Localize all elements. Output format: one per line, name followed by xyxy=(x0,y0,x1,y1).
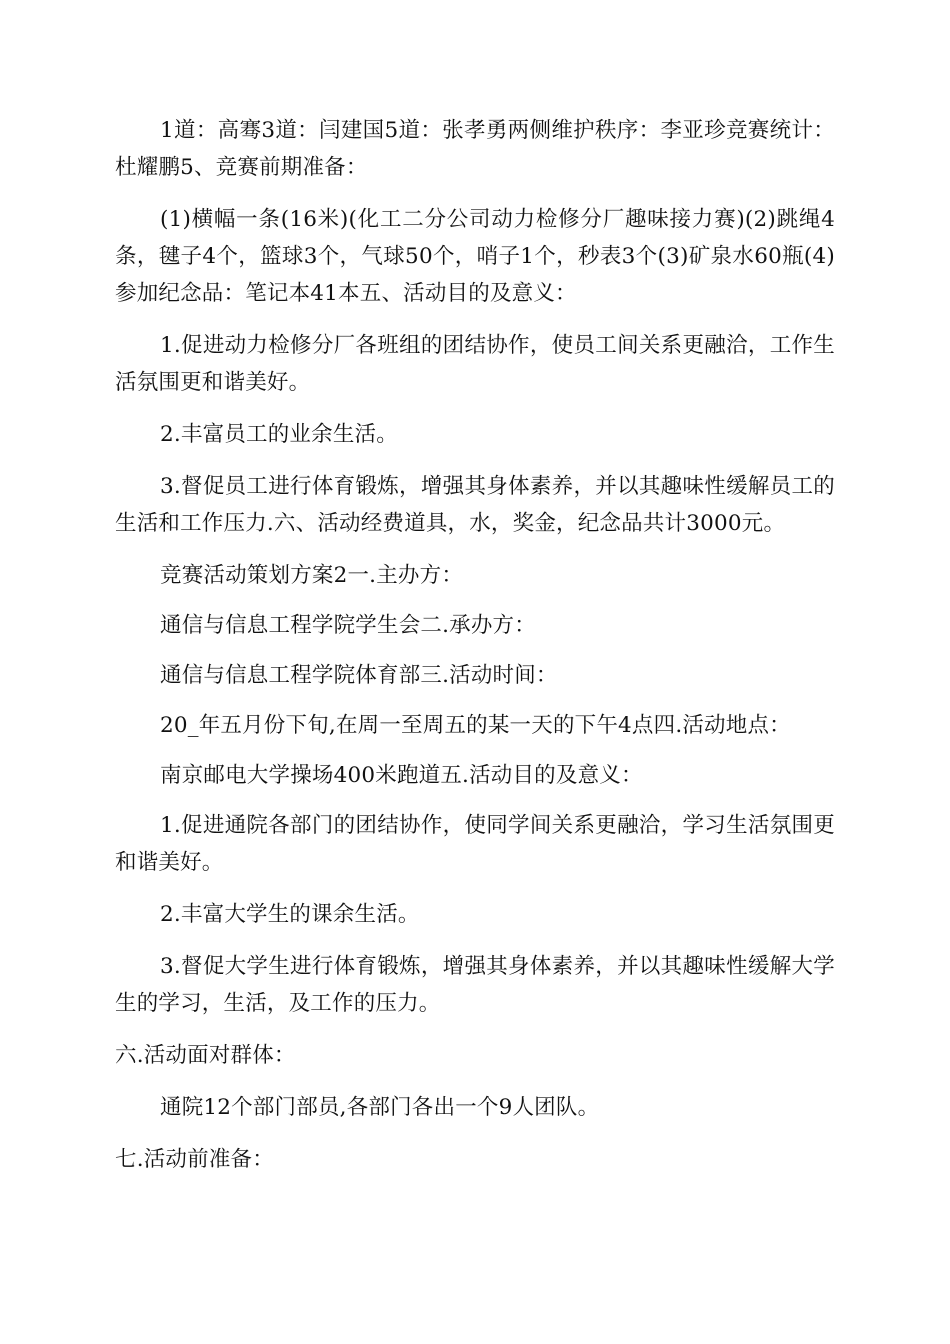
document-body xyxy=(115,112,835,1178)
paragraph-purpose-item-3: 3.督促大学生进行体育锻炼，增强其身体素养，并以其趣味性缓解大学生的学习，生活，及工作的压力。 xyxy=(115,954,835,1016)
paragraph-purpose-item-2: 2.丰富大学生的课余生活。 xyxy=(160,902,420,927)
section-heading-target-group: 六.活动面对群体： xyxy=(115,1043,296,1068)
paragraph-purpose-item-1: 1.促进通院各部门的团结协作，使同学间关系更融洽，学习生活氛围更和谐美好。 xyxy=(115,813,835,875)
paragraph-purpose-heading: 南京邮电大学操场400米跑道五.活动目的及意义： xyxy=(160,763,643,788)
paragraph-materials-list: (1)横幅一条(16米)(化工二分公司动力检修分厂趣味接力赛)(2)跳绳4条，毽子4个，篮球3个，气球50个，哨子1个，秒表3个(3)矿泉水60瓶(4)参加纪念品：笔记本41本五、活动目的及意义： xyxy=(115,207,835,306)
paragraph-activity-time: 通信与信息工程学院体育部三.活动时间： xyxy=(160,663,558,688)
paragraph-purpose-2: 2.丰富员工的业余生活。 xyxy=(160,422,398,447)
paragraph-activity-location: 20_年五月份下旬,在周一至周五的某一天的下午4点四.活动地点： xyxy=(160,713,791,738)
paragraph-plan-2-organizer: 竞赛活动策划方案2一.主办方： xyxy=(160,563,464,588)
paragraph-purpose-3-budget: 3.督促员工进行体育锻炼，增强其身体素养，并以其趣味性缓解员工的生活和工作压力.六、活动经费道具，水，奖金，纪念品共计3000元。 xyxy=(115,474,835,536)
paragraph-co-organizer: 通信与信息工程学院学生会二.承办方： xyxy=(160,613,536,638)
paragraph-target-group: 通院12个部门部员,各部门各出一个9人团队。 xyxy=(160,1095,600,1120)
section-heading-preparation: 七.活动前准备： xyxy=(115,1147,274,1172)
paragraph-referee-assignments: 1道：高骞3道：闫建国5道：张孝勇两侧维护秩序：李亚珍竞赛统计：杜耀鹏5、竞赛前期准备： xyxy=(115,118,835,180)
paragraph-purpose-1: 1.促进动力检修分厂各班组的团结协作，使员工间关系更融洽，工作生活氛围更和谐美好。 xyxy=(115,333,835,395)
